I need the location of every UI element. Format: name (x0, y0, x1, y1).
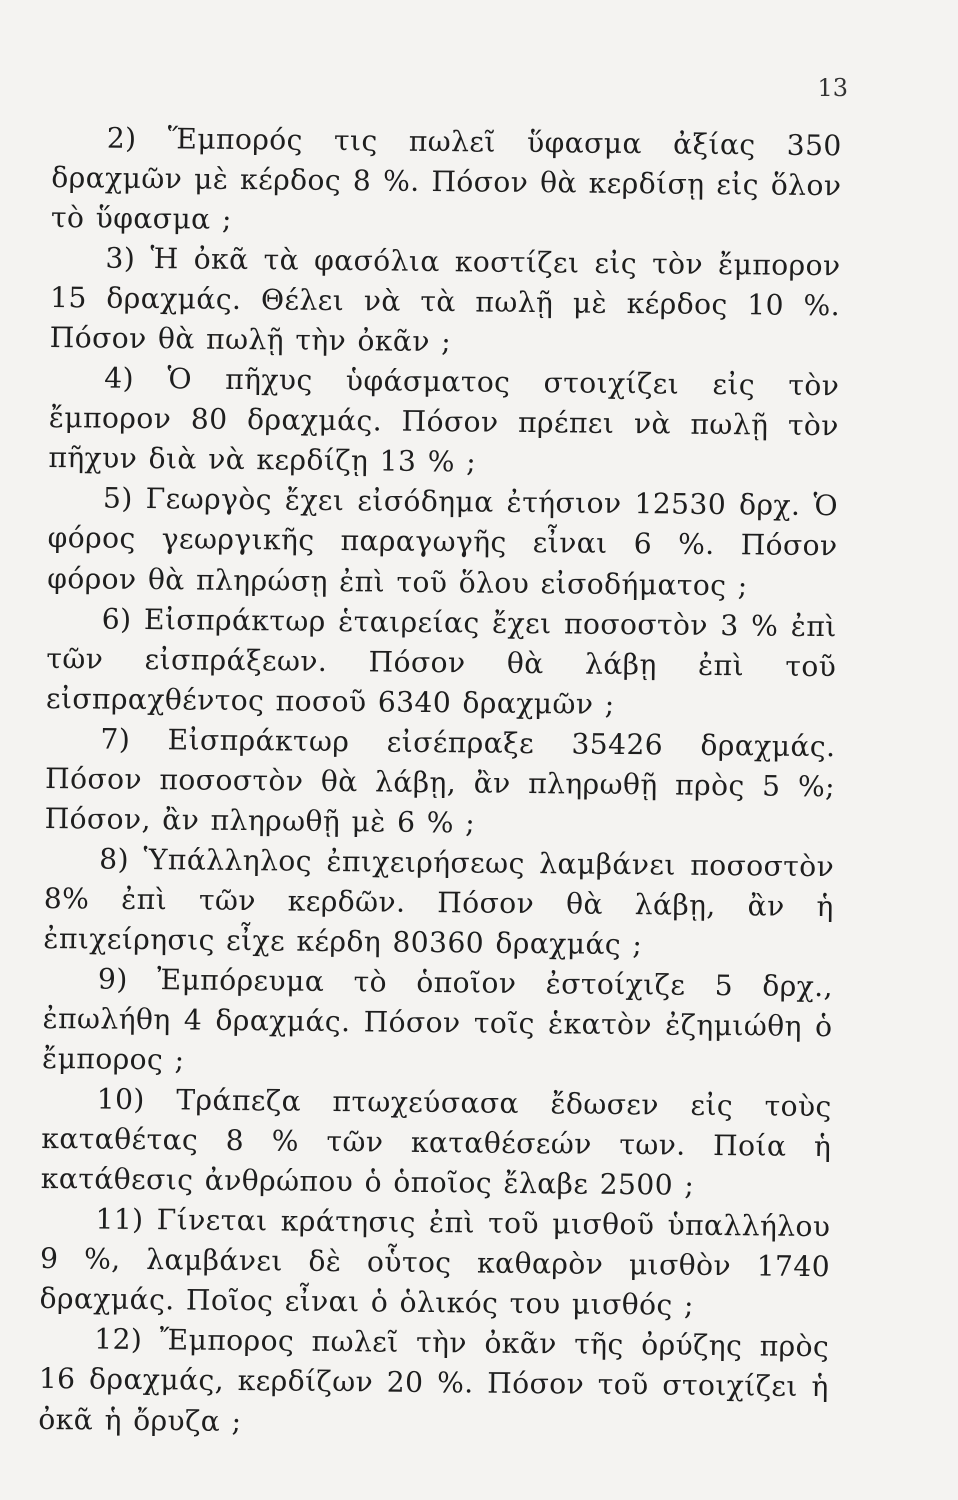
problem-text: Ἐμπόρευμα τὸ ὁποῖον ἐστοίχιζε 5 δρχ., ἐπωλήθη 4 δραχμάς. Πόσον τοῖς ἑκατὸν ἐζημιώθη ὁ ἔμπορος ; (41, 963, 834, 1077)
problem-text: Ὁ πῆχυς ὑφάσματος στοιχίζει εἰς τὸν ἔμπορον 80 δραχμάς. Πόσον πρέπει νὰ πωλῇ τὸν πῆχυν διὰ νὰ κερδίζῃ 13 % ; (48, 362, 840, 479)
problem-text: Γίνεται κράτησις ἐπὶ τοῦ μισθοῦ ὑπαλλήλου 9 %, λαμβάνει δὲ οὗτος καθαρὸν μισθὸν 1740 δραχμάς. Ποῖος εἶναι ὁ ὁλικός του μισθός ; (39, 1203, 831, 1323)
problem-5 (47, 478, 838, 606)
problem-11 (39, 1199, 830, 1327)
problem-list (38, 118, 842, 1448)
problem-number: 11) (95, 1202, 144, 1237)
problem-12 (38, 1319, 829, 1447)
problem-2 (51, 118, 842, 246)
problem-text: Ὑπάλληλος ἐπιχειρήσεως λαμβάνει ποσοστὸν 8% ἐπὶ τῶν κερδῶν. Πόσον θὰ λάβῃ, ἂν ἡ ἐπιχείρησις εἶχε κέρδη 80360 δραχμάς ; (43, 842, 835, 962)
problem-number: 5) (102, 481, 133, 516)
problem-7 (44, 719, 835, 847)
problem-number: 3) (105, 241, 136, 276)
problem-text: Τράπεζα πτωχεύσασα ἔδωσεν εἰς τοὺς καταθέτας 8 % τῶν καταθέσεών των. Ποία ἡ κατάθεσις ἀνθρώπου ὁ ὁποῖος ἔλαβε 2500 ; (40, 1083, 832, 1203)
page-number: 13 (817, 74, 848, 102)
problem-text: Ἕμπορός τις πωλεῖ ὕφασμα ἀξίας 350 δραχμῶν μὲ κέρδος 8 %. Πόσον θὰ κερδίσῃ εἰς ὅλον τὸ ὕφασμα ; (50, 122, 842, 236)
problem-number: 4) (104, 361, 135, 396)
problem-8 (43, 839, 834, 967)
problem-text: Ἡ ὀκᾶ τὰ φασόλια κοστίζει εἰς τὸν ἔμπορον 15 δραχμάς. Θέλει νὰ τὰ πωλῇ μὲ κέρδος 10 %. Πόσον θὰ πωλῇ τὴν ὀκᾶν ; (49, 242, 841, 359)
problem-text: Εἰσπράκτωρ ἑταιρείας ἔχει ποσοστὸν 3 % ἐπὶ τῶν εἰσπράξεων. Πόσον θὰ λάβῃ ἐπὶ τοῦ εἰσπραχθέντος ποσοῦ 6340 δραχμῶν ; (45, 602, 837, 721)
problem-number: 9) (97, 962, 128, 996)
problem-6 (46, 599, 837, 727)
problem-number: 6) (101, 602, 132, 636)
problem-number: 8) (99, 842, 130, 876)
problem-4 (48, 358, 839, 486)
problem-10 (41, 1079, 832, 1207)
problem-9 (42, 959, 833, 1087)
problem-text: Εἰσπράκτωρ εἰσέπραξε 35426 δραχμάς. Πόσον ποσοστὸν θὰ λάβῃ, ἂν πληρωθῇ πρὸς 5 %; Πόσον, ἂν πληρωθῇ μὲ 6 % ; (44, 722, 836, 840)
problem-text: Γεωργὸς ἔχει εἰσόδημα ἐτήσιον 12530 δρχ. Ὁ φόρος γεωργικῆς παραγωγῆς εἶναι 6 %. Πόσον φόρον θὰ πληρώσῃ ἐπὶ τοῦ ὅλου εἰσοδήματος ; (47, 482, 839, 602)
problem-number: 10) (96, 1082, 145, 1117)
problem-3 (49, 238, 840, 366)
problem-number: 7) (100, 722, 131, 756)
problem-text: Ἔμπορος πωλεῖ τὴν ὀκᾶν τῆς ὀρύζης πρὸς 16 δραχμάς, κερδίζων 20 %. Πόσον τοῦ στοιχίζει ἡ ὀκᾶ ἡ ὄρυζα ; (38, 1323, 830, 1438)
problem-number: 12) (94, 1322, 143, 1357)
problem-number: 2) (106, 121, 137, 155)
